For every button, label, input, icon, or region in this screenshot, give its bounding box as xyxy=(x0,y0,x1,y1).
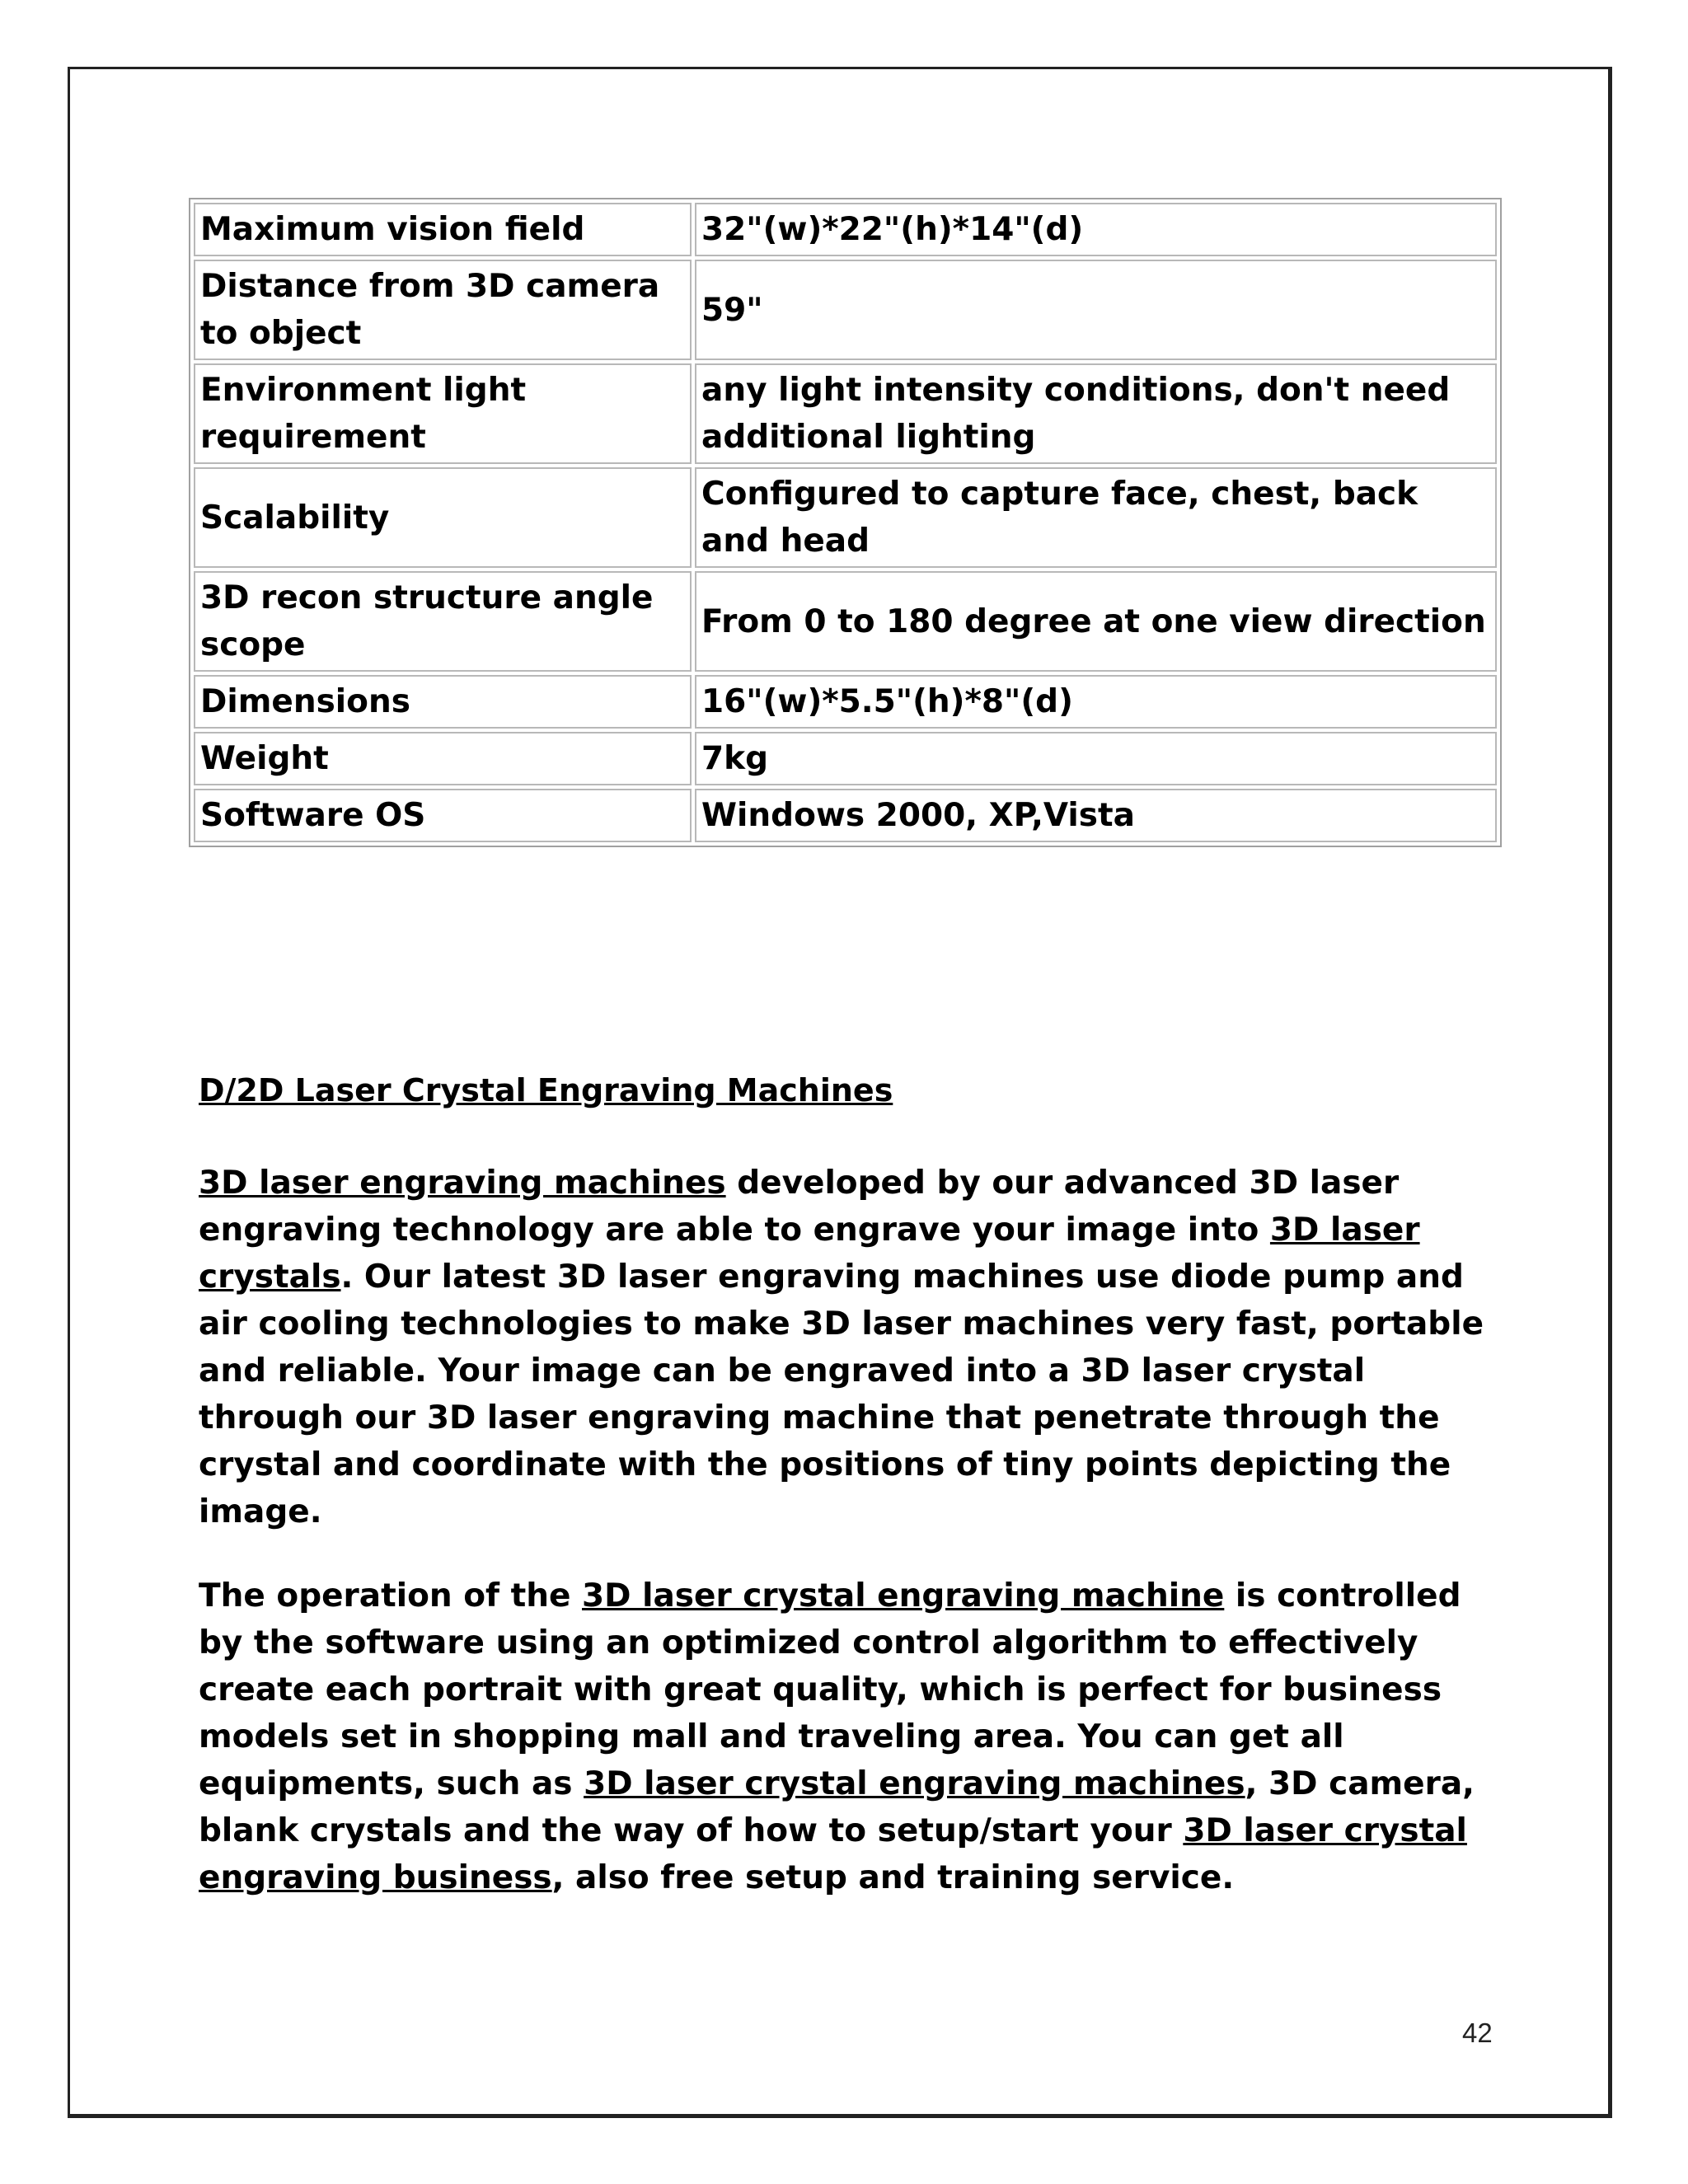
spec-label: Software OS xyxy=(194,789,692,842)
table-row xyxy=(194,732,1497,785)
paragraph-text: developed by our advanced 3D laser engraving technology are able to engrave your image into xyxy=(199,1165,1400,1249)
section-title: D/2D Laser Crystal Engraving Machines xyxy=(199,1072,893,1108)
spec-label: Distance from 3D camera to object xyxy=(194,260,692,360)
table-row xyxy=(194,675,1497,729)
spec-value: 59" xyxy=(695,260,1497,360)
link-3d-laser-crystal-engraving-business[interactable]: 3D laser crystal engraving business xyxy=(199,1812,1467,1896)
table-row xyxy=(194,260,1497,360)
page-number: 42 xyxy=(1462,2018,1493,2048)
table-row xyxy=(194,467,1497,568)
spec-label: Environment light requirement xyxy=(194,363,692,464)
paragraph-operation xyxy=(199,1572,1501,1901)
table-row xyxy=(194,203,1497,256)
paragraph-intro xyxy=(199,1160,1501,1535)
spec-value: Configured to capture face, chest, back and head xyxy=(695,467,1497,568)
spec-value: 16"(w)*5.5"(h)*8"(d) xyxy=(695,675,1497,729)
paragraph-text: is controlled by the software using an optimized control algorithm to effectively create each portrait with great quality, which is perfect for business models set in shopping mall and traveling area. You can get all equipments, such as xyxy=(199,1577,1461,1802)
spec-value: Windows 2000, XP,Vista xyxy=(695,789,1497,842)
spec-value: 32"(w)*22"(h)*14"(d) xyxy=(695,203,1497,256)
link-3d-laser-crystals[interactable]: 3D laser crystals xyxy=(199,1212,1420,1296)
spec-label: 3D recon structure angle scope xyxy=(194,571,692,672)
spec-table xyxy=(189,198,1502,847)
laser-engraving-section xyxy=(199,1067,1501,1901)
spec-label: Maximum vision field xyxy=(194,203,692,256)
spec-value: From 0 to 180 degree at one view direction xyxy=(695,571,1497,672)
link-3d-laser-crystal-engraving-machine[interactable]: 3D laser crystal engraving machine xyxy=(582,1577,1225,1615)
link-3d-laser-engraving-machines[interactable]: 3D laser engraving machines xyxy=(199,1165,726,1202)
spec-value: 7kg xyxy=(695,732,1497,785)
spec-value: any light intensity conditions, don't need additional lighting xyxy=(695,363,1497,464)
paragraph-text: . Our latest 3D laser engraving machines use diode pump and air cooling technologies to make 3D laser machines very fast, portable and reliable. Your image can be engraved into a 3D laser crystal through our 3D laser engraving machine that penetrate through the crystal and coordinate with the positions of tiny points depicting the image. xyxy=(199,1258,1484,1530)
paragraph-text: , also free setup and training service. xyxy=(551,1859,1235,1896)
table-row xyxy=(194,571,1497,672)
paragraph-text: The operation of the xyxy=(199,1577,583,1615)
link-3d-laser-crystal-engraving-machines[interactable]: 3D laser crystal engraving machines xyxy=(584,1765,1245,1802)
spec-label: Dimensions xyxy=(194,675,692,729)
spec-label: Scalability xyxy=(194,467,692,568)
table-row xyxy=(194,363,1497,464)
paragraph-text: , 3D camera, blank crystals and the way of how to setup/start your xyxy=(199,1765,1475,1849)
table-row xyxy=(194,789,1497,842)
spec-label: Weight xyxy=(194,732,692,785)
